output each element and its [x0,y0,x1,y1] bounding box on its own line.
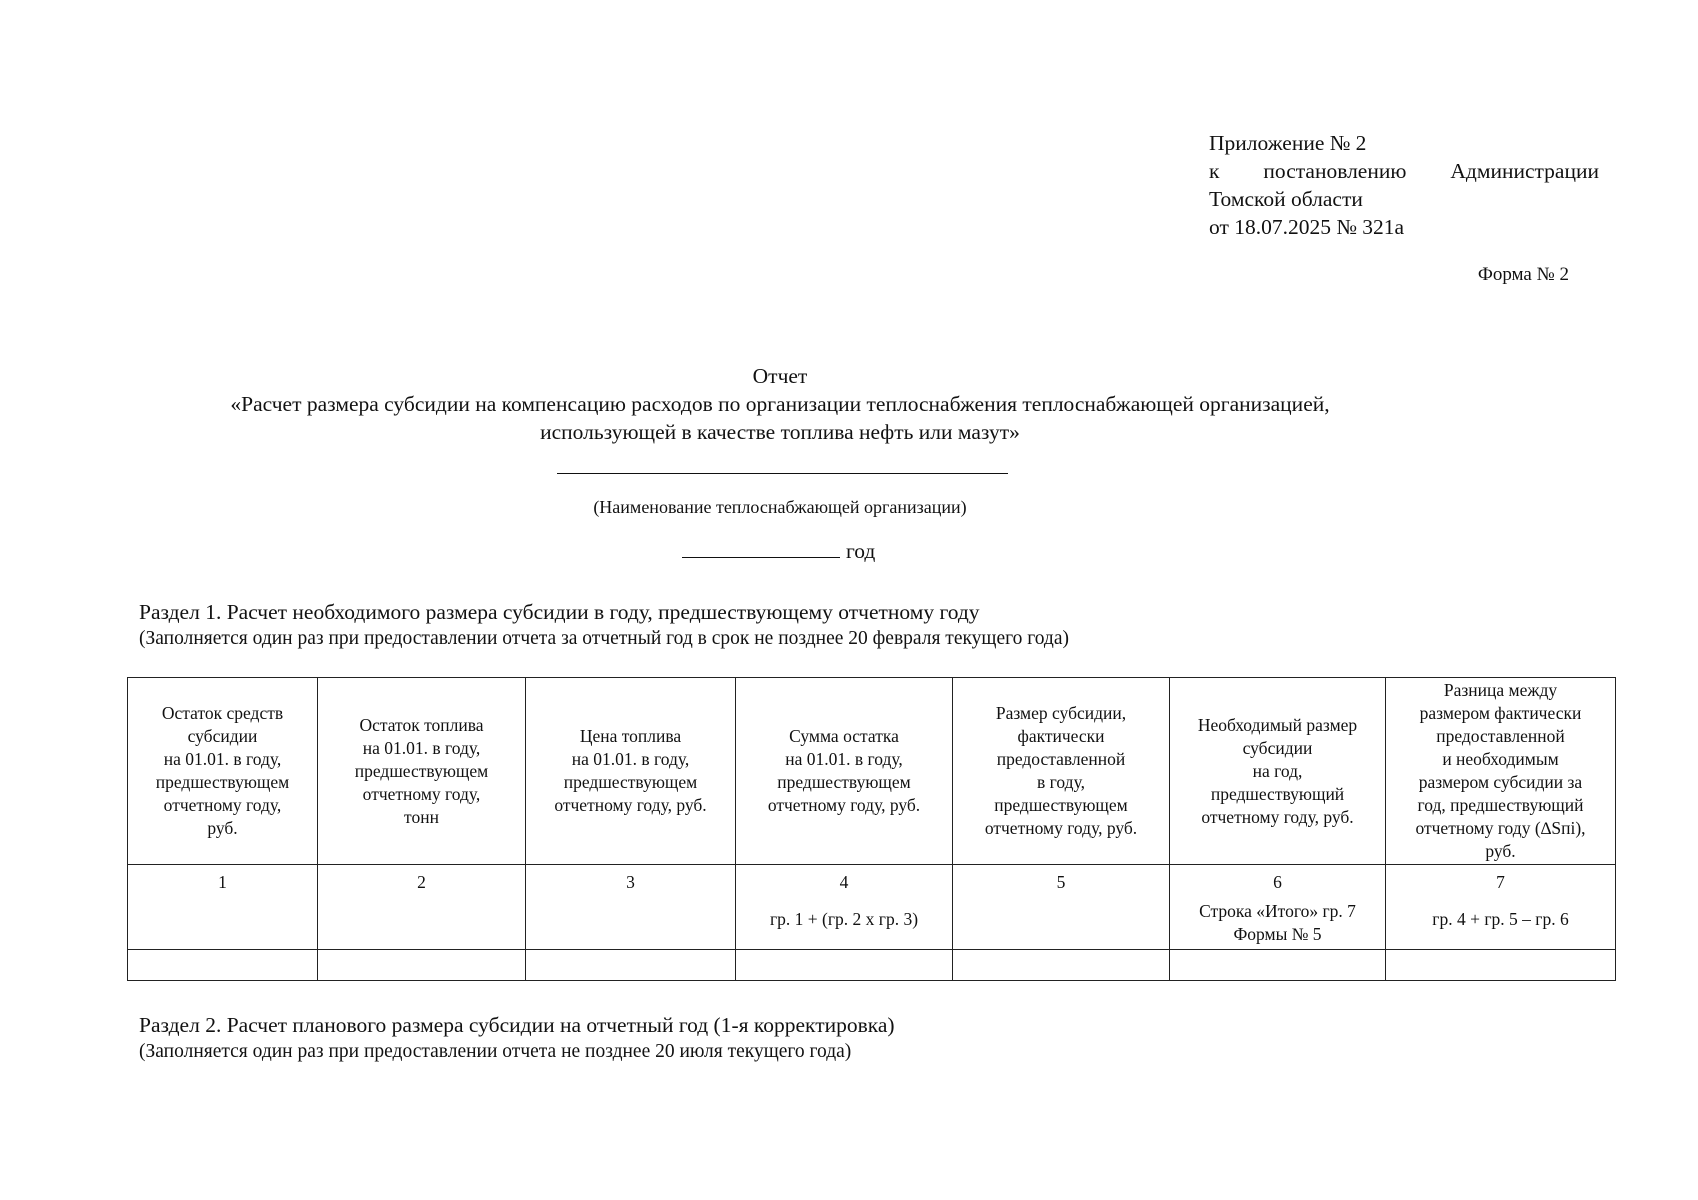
table-header-cell [318,678,526,865]
table-header-line: предшествующем [563,772,698,792]
appendix-line-4: от 18.07.2025 № 321а [1209,215,1405,239]
table-input-cell[interactable] [953,950,1170,981]
appendix-word: постановлению [1263,159,1407,183]
table-number-cell [1170,865,1386,950]
table-header-cell [736,678,953,865]
table-number-cell [1386,865,1616,950]
table-input-cell[interactable] [1170,950,1386,981]
table-header-line: и необходимым [1442,749,1559,769]
table-number-cell [953,865,1170,950]
table-input-cell[interactable] [128,950,318,981]
table-header-line: отчетному году, руб. [984,818,1138,838]
table-header-line: отчетному году, [362,783,481,804]
appendix-block [1209,129,1599,241]
table-header-line: субсидии [1242,737,1313,758]
appendix-line-2 [1209,157,1599,185]
year-row [682,537,875,564]
column-number: 4 [839,872,849,892]
table-number-row [128,865,1616,950]
table-header-line: на 01.01. в году, [163,749,282,769]
table-header-line: предоставленной [1436,726,1565,746]
table-header-line: руб. [1485,841,1516,861]
year-label: год [846,539,876,563]
organization-name-field[interactable] [557,473,1008,474]
column-number: 6 [1273,872,1282,892]
table-input-cell[interactable] [736,950,953,981]
column-formula: гр. 1 + (гр. 2 x гр. 3) [769,909,919,929]
table-header-line: предшествующем [777,772,911,792]
table-header-cell [953,678,1170,865]
table-header-line: субсидии [187,726,258,746]
table-header-line: отчетному году, [163,795,282,815]
table-header-line: руб. [207,818,238,838]
column-number: 3 [626,872,635,892]
report-subtitle-line-1: «Расчет размера субсидии на компенсацию расходов по организации теплоснабжения теплоснабжающей организацией, [230,392,1330,416]
table-header-line: на 01.01. в году, [362,737,481,758]
table-header-line: Сумма остатка [789,726,899,746]
table-header-line: размером фактически [1419,703,1582,723]
table-number-cell [736,865,953,950]
table-header-row [128,678,1616,865]
table-input-cell[interactable] [1386,950,1616,981]
appendix-line-1: Приложение № 2 [1209,131,1367,155]
table-header-line: фактически [1017,726,1105,746]
table-header-line: предоставленной [996,749,1126,769]
table-header-cell [128,678,318,865]
table-header-line: Необходимый размер [1197,714,1358,735]
table-header-line: отчетному году, руб. [767,795,921,815]
column-number: 1 [218,872,227,892]
table-header-cell [526,678,736,865]
table-header-line: Остаток топлива [359,714,484,735]
report-title: Отчет [752,364,808,388]
table-number-cell [318,865,526,950]
section-1-title: Раздел 1. Расчет необходимого размера субсидии в году, предшествующему отчетному году [139,600,980,624]
table-header-line: на год, [1252,760,1303,781]
table-input-cell[interactable] [526,950,736,981]
section-1-note: (Заполняется один раз при предоставлении отчета за отчетный год в срок не позднее 20 февраля текущего года) [139,628,1070,649]
table-header-line: Размер субсидии, [995,703,1127,723]
table-header-cell [1386,678,1616,865]
report-subtitle-line-2: использующей в качестве топлива нефть или мазут» [540,420,1020,444]
section-1-table [127,677,1616,981]
form-number: Форма № 2 [1477,264,1569,285]
column-number: 7 [1496,872,1505,892]
appendix-word: Администрации [1450,159,1599,183]
column-formula: гр. 4 + гр. 5 – гр. 6 [1432,909,1569,929]
table-header-line: предшествующем [155,772,290,792]
table-header-line: предшествующем [994,795,1128,815]
table-header-line: в году, [1037,772,1085,792]
appendix-word: к [1209,159,1220,183]
table-input-cell[interactable] [318,950,526,981]
section-2-title: Раздел 2. Расчет планового размера субсидии на отчетный год (1-я корректировка) [139,1013,895,1037]
table-header-cell [1170,678,1386,865]
table-header-line: отчетному году, руб. [1201,806,1354,827]
table-header-line: тонн [404,806,439,827]
table-header-line: Цена топлива [579,726,682,746]
column-number: 2 [417,872,426,892]
table-header-line: предшествующий [1210,783,1345,804]
table-header-line: на 01.01. в году, [571,749,690,769]
table-header-line: отчетному году (∆Sпi), [1415,818,1586,838]
year-field[interactable] [682,537,840,558]
table-header-line: размером субсидии за [1418,772,1583,792]
column-formula: Строка «Итого» гр. 7 Формы № 5 [1199,901,1356,944]
table-number-cell [128,865,318,950]
organization-name-caption: (Наименование теплоснабжающей организации) [593,497,967,517]
table-header-line: Остаток средств [161,703,284,723]
table-header-line: на 01.01. в году, [785,749,903,769]
appendix-line-3: Томской области [1209,187,1363,211]
table-header-line: отчетному году, руб. [554,795,707,815]
table-header-line: Разница между [1443,680,1558,700]
column-number: 5 [1056,872,1066,892]
table-row [128,950,1616,981]
table-number-cell [526,865,736,950]
table-header-line: год, предшествующий [1417,795,1584,815]
section-2-note: (Заполняется один раз при предоставлении отчета не позднее 20 июля текущего года) [139,1041,852,1062]
table-header-line: предшествующем [354,760,489,781]
